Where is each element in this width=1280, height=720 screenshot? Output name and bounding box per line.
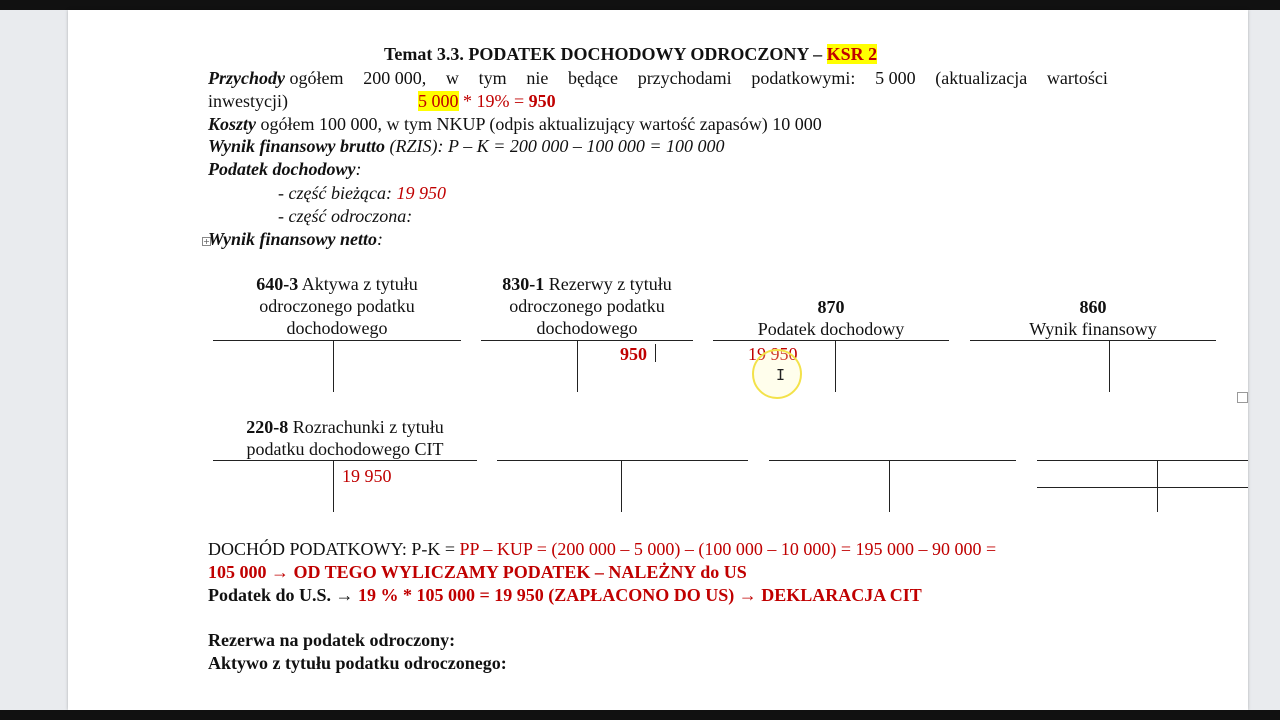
document-page[interactable] [68,10,1248,710]
account-860-hline [970,340,1216,341]
text-cursor-line [655,344,656,362]
account-860-name: Wynik finansowy [1029,319,1157,339]
empty-account-3-vline [1157,460,1158,512]
account-640-vline [333,340,334,392]
account-870-hline [713,340,949,341]
podatek-dochodowy-line: Podatek dochodowy: [208,159,362,179]
wynik-brutto-line: Wynik finansowy brutto (RZIS): P – K = 200 000 – 100 000 = 100 000 [208,136,725,156]
account-870-vline [835,340,836,392]
podatek-us-line: Podatek do U.S. → 19 % * 105 000 = 19 950 (ZAPŁACONO DO US) → DEKLARACJA CIT [208,585,922,605]
rezerwa-line: Rezerwa na podatek odroczony: [208,630,456,650]
czesc-odroczona-line: - część odroczona: [278,206,413,226]
account-870-name: Podatek dochodowy [757,319,905,339]
przychody-line2: inwestycji) [208,91,288,111]
account-860-vline [1109,340,1110,392]
dochod-line1: DOCHÓD PODATKOWY: P-K = PP – KUP = (200 000 – 5 000) – (100 000 – 10 000) = 195 000 – 90 000 = [208,539,997,559]
account-640-title: 640-3 Aktywa z tytułu odroczonego podatku dochodowego [256,274,418,338]
account-830-title: 830-1 Rezerwy z tytułu odroczonego podatku dochodowego [502,274,672,338]
table-anchor-icon[interactable]: + [203,237,210,246]
przychody-line1: Przychody ogółem 200 000, w tym nie będące przychodami podatkowymi: 5 000 (aktualizacja wartości [208,68,1108,88]
account-830-vline [577,340,578,392]
top-bar [0,0,1280,10]
account-830-hline [481,340,693,341]
empty-account-2-hline [769,460,1016,461]
wynik-netto-line: Wynik finansowy netto: [208,229,384,249]
account-870-entry-wn: 19 950 [748,344,798,364]
dochod-line2: 105 000 → OD TEGO WYLICZAMY PODATEK – NALEŻNY do US [208,562,747,582]
resize-handle-icon[interactable] [1237,392,1248,403]
empty-account-2-vline [889,460,890,512]
przychody-calc: 5 000 * 19% = 950 [418,91,556,111]
empty-account-1-hline [497,460,748,461]
ibeam-cursor-icon: I [776,366,786,384]
empty-account-1-vline [621,460,622,512]
koszty-line: Koszty ogółem 100 000, w tym NKUP (odpis aktualizujący wartość zapasów) 10 000 [208,114,822,134]
title-ksr: KSR 2 [826,44,878,64]
aktywo-line: Aktywo z tytułu podatku odroczonego: [208,653,507,673]
account-220-entry-ma: 19 950 [342,466,392,486]
czesc-biezaca-line: - część bieżąca: 19 950 [278,183,446,203]
account-870-number: 870 [817,297,845,317]
document-title: Temat 3.3. PODATEK DOCHODOWY ODROCZONY – KSR 2 [384,44,878,64]
empty-account-3-hline2 [1037,487,1248,488]
account-860-number: 860 [1079,297,1107,317]
account-220-title: 220-8 Rozrachunki z tytułu podatku dochodowego CIT [246,417,444,459]
bottom-bar [0,710,1280,720]
account-640-hline [213,340,461,341]
account-830-entry-ma: 950 [620,344,647,364]
account-220-vline [333,460,334,512]
empty-account-3-hline [1037,460,1248,461]
account-220-hline [213,460,477,461]
